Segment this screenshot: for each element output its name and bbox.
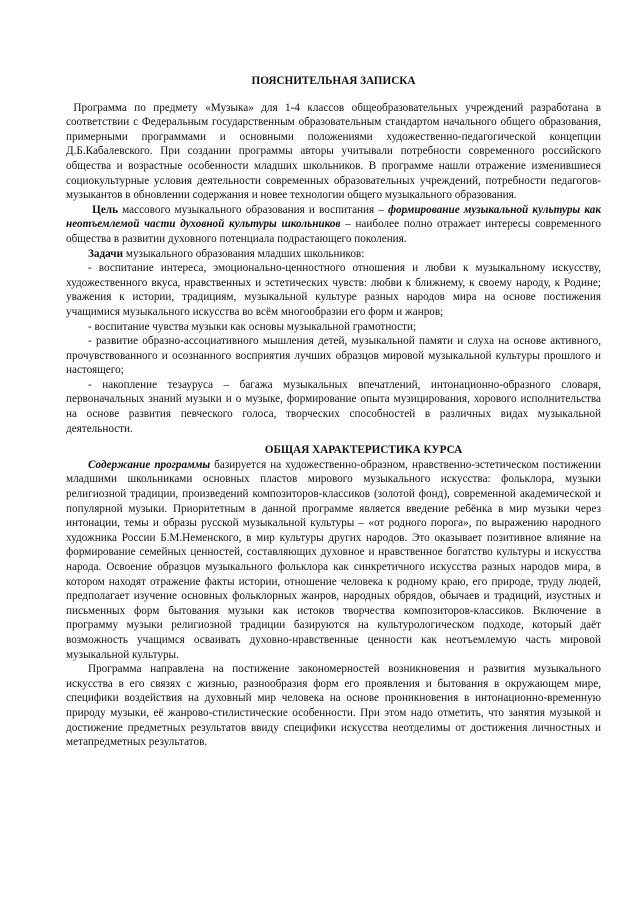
goal-paragraph xyxy=(66,203,601,247)
goal-text-after: – наиболее полно отражает интересы современного общества в развитии духовного потенциала подрастающего поколения. xyxy=(66,218,601,245)
content-paragraph xyxy=(66,458,601,662)
list-item: - накопление тезауруса – багажа музыкальных впечатлений, интонационно-образного словаря, первоначальных знаний музыки и о музыке, формирование опыта музицирования, хорового исполнительства на основе развития певческого голоса, творческих способностей в различных видах музыкальной деятельности. xyxy=(66,378,601,435)
list-item: - воспитание чувства музыки как основы музыкальной грамотности; xyxy=(88,320,417,333)
tasks-text: музыкального образования младших школьников: xyxy=(123,247,365,260)
list-item: - развитие образно-ассоциативного мышления детей, музыкальной памяти и слуха на основе активного, прочувствованного и осознанного восприятия лучших образцов мировой музыкальной культуры прошлого и настоящего; xyxy=(66,335,601,377)
tasks-label: Задачи xyxy=(88,247,124,260)
content-label: Содержание программы xyxy=(88,458,211,471)
section-title: ОБЩАЯ ХАРАКТЕРИСТИКА КУРСА xyxy=(264,444,463,457)
goal-text-before: массового музыкального образования и воспитания – xyxy=(118,203,389,216)
goal-emphasis: формирование музыкальной культуры как неотъемлемой части духовной культуры школьников xyxy=(66,203,601,231)
page-title: ПОЯСНИТЕЛЬНАЯ ЗАПИСКА xyxy=(251,75,416,87)
goal-label: Цель xyxy=(92,203,119,216)
content-text: базируется на художественно-образном, нравственно-эстетическом постижении младшими школьниками основных пластов мирового музыкального искусства: фольклора, музыки религиозной традиции, произведений композиторов-классиков (золотой фонд), современной академической и популярной музыки. Приоритетным в данной программе является введение ребёнка в мир музыки через интонации, темы и образы русской музыкальной культуры – «от родного порога», по выражению народного художника России Б.М.Неменского, в мир культуры других народов. Это оказывает позитивное влияние на формирование семейных ценностей, составляющих духовное и нравственное богатство культуры и искусства народа. Освоение образцов музыкального фольклора как синкретичного искусства разных народов мира, в котором находят отражение факты истории, отношение человека к родному краю, его природе, труду людей, предполагает изучение основных фольклорных жанров, народных обрядов, обычаев и традиций, изустных и письменных форм бытования музыки как истоков творчества композиторов-классиков. Включение в программу музыки религиозной традиции базируются на культурологическом подходе, который даёт возможность учащимся осваивать духовно-нравственные ценности как неотъемлемую часть мировой музыкальной культуры. xyxy=(66,458,601,661)
document-page xyxy=(66,74,601,750)
intro-paragraph xyxy=(66,101,601,203)
list-item: - воспитание интереса, эмоционально-ценностного отношения и любви к музыкальному искусству, художественного вкуса, нравственных и эстетических чувств: любви к ближнему, к своему народу, к Родине; уважения к истории, традициям, музыкальной культуре разных народов мира на основе постижения учащимися музыкального искусства во всём многообразии его форм и жанров; xyxy=(66,262,601,318)
tasks-heading xyxy=(66,247,601,262)
final-paragraph: Программа направлена на постижение закономерностей возникновения и развития музыкального искусства в его связях с жизнью, разнообразия форм его проявления и бытования в окружающем мире, специфики воздействия на духовный мир человека на основе проникновения в интонационно-временную природу музыки, её жанрово-стилистические особенности. При этом надо отметить, что занятия музыкой и достижение предметных результатов ввиду специфики искусства неотделимы от достижения личностных и метапредметных результатов. xyxy=(66,663,601,749)
intro-text: Программа по предмету «Музыка» для 1-4 классов общеобразовательных учреждений разработана в соответствии с Федеральным государственным образовательным стандартом начального общего образования, примерными программами и основными положениями художественно-педагогической концепции Д.Б.Кабалевского. При создании программы авторы учитывали потребности современного российского общества и возрастные особенности младших школьников. В программе нашли отражение изменившиеся социокультурные условия деятельности современных образовательных учреждений, потребности педагогов-музыкантов в обновлении содержания и новее технологии общего музыкального образования. xyxy=(66,101,601,202)
